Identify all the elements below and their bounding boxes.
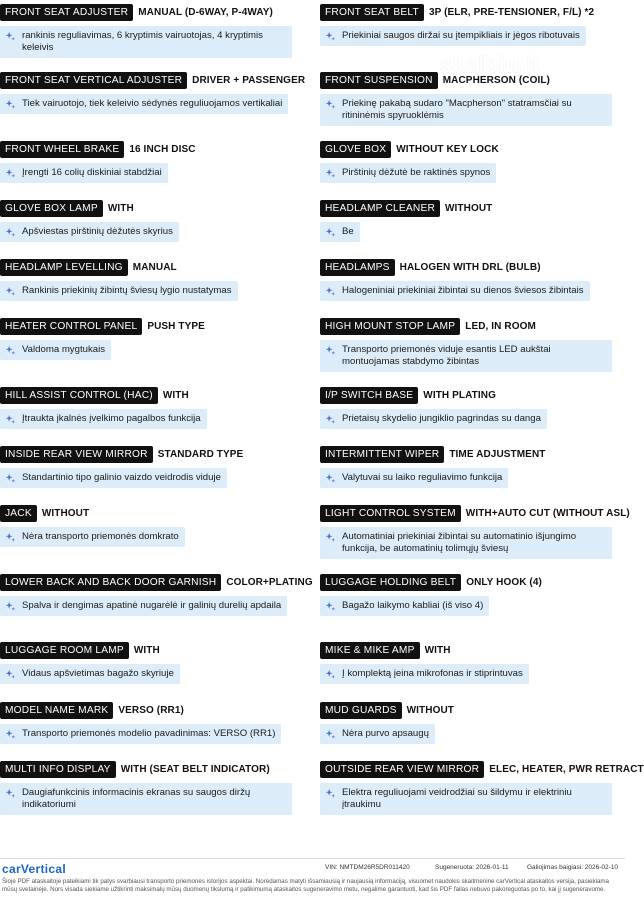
spec-value: HALOGEN WITH DRL (BULB) bbox=[399, 262, 541, 273]
spec-label: FRONT SEAT ADJUSTER bbox=[0, 4, 133, 21]
spec-description-box bbox=[320, 724, 435, 744]
spec-item bbox=[0, 445, 306, 489]
sparkle-icon bbox=[325, 669, 336, 680]
spec-value: WITHOUT bbox=[406, 705, 454, 716]
spec-label: FRONT SEAT VERTICAL ADJUSTER bbox=[0, 72, 187, 89]
spec-label: GLOVE BOX LAMP bbox=[0, 200, 103, 217]
spec-description: Priekiniai saugos diržai su įtempikliais ir jėgos ribotuvais bbox=[342, 30, 580, 41]
spec-description-box bbox=[0, 664, 180, 684]
spec-item bbox=[0, 504, 306, 548]
spec-label: FRONT SEAT BELT bbox=[320, 4, 424, 21]
spec-label: FRONT WHEEL BRAKE bbox=[0, 141, 124, 158]
sparkle-icon bbox=[325, 286, 336, 297]
spec-item bbox=[0, 317, 306, 361]
spec-description: Nėra transporto priemonės domkrato bbox=[22, 531, 179, 542]
sparkle-icon bbox=[325, 473, 336, 484]
spec-description-box bbox=[320, 596, 489, 616]
spec-value: WITHOUT bbox=[445, 203, 493, 214]
sparkle-icon bbox=[325, 729, 336, 740]
vin-number: VIN: NMTDM26R5DR011420 bbox=[325, 864, 410, 871]
sparkle-icon bbox=[5, 729, 16, 740]
spec-value: WITHOUT KEY LOCK bbox=[396, 144, 499, 155]
spec-description-box bbox=[320, 527, 612, 559]
sparkle-icon bbox=[5, 788, 16, 799]
spec-description-box bbox=[320, 26, 586, 46]
spec-description-box bbox=[0, 281, 238, 301]
spec-description-box bbox=[0, 163, 168, 183]
sparkle-icon bbox=[5, 414, 16, 425]
footer-divider bbox=[0, 858, 625, 859]
spec-description-box bbox=[320, 664, 529, 684]
spec-value: ONLY HOOK (4) bbox=[466, 577, 542, 588]
spec-description: Priekinę pakabą sudaro "Macpherson" statramsčiai su ritininėmis spyruoklėmis bbox=[342, 98, 572, 121]
spec-value: WITH bbox=[162, 390, 189, 401]
spec-item bbox=[320, 140, 626, 184]
sparkle-icon bbox=[5, 31, 16, 42]
spec-value: TIME ADJUSTMENT bbox=[449, 449, 546, 460]
spec-value: MANUAL (D-6WAY, P-4WAY) bbox=[138, 7, 273, 18]
spec-description: Transporto priemonės modelio pavadinimas: VERSO (RR1) bbox=[22, 728, 276, 739]
spec-label: LUGGAGE HOLDING BELT bbox=[320, 574, 461, 591]
spec-description: Valytuvai su laiko reguliavimo funkcija bbox=[342, 472, 503, 483]
spec-description-box bbox=[0, 409, 207, 429]
spec-description: rankinis reguliavimas, 6 kryptimis vairuotojas, 4 kryptimis keleivis bbox=[22, 30, 263, 53]
spec-value: MACPHERSON (COIL) bbox=[442, 75, 550, 86]
sparkle-icon bbox=[5, 227, 16, 238]
sparkle-icon bbox=[325, 414, 336, 425]
disclaimer-text: Šioje PDF ataskaitoje pateikiami tik patys svarbiausi transporto priemonės istorijos aspektai. Norėdamas matyti išsamiausią ir naujausią informaciją, visuomet naudokis skaitmenine carVertical ataskaitos versija, pasiekiama mūsų svetainėje. Nors visada siekiame užtikrinti maksimalų mūsų duomenų tikslumą ir patikimumą ataskaitos sugeneravimo metu, negalime garantuoti, kad šis PDF failas nebuvo pakoreguotas po to, kai jį sugeneravome. bbox=[2, 878, 609, 893]
spec-label: INTERMITTENT WIPER bbox=[320, 446, 444, 463]
spec-label: FRONT SUSPENSION bbox=[320, 72, 438, 89]
spec-value: WITH+AUTO CUT (WITHOUT ASL) bbox=[465, 508, 630, 519]
spec-item bbox=[320, 701, 626, 745]
spec-label: HEADLAMP CLEANER bbox=[320, 200, 440, 217]
spec-label: HIGH MOUNT STOP LAMP bbox=[320, 318, 460, 335]
spec-item bbox=[320, 3, 626, 47]
generated-date: Sugeneruota: 2026-01-11 bbox=[435, 864, 509, 871]
sparkle-icon bbox=[325, 99, 336, 110]
sparkle-icon bbox=[325, 601, 336, 612]
watermark: skelbiu.lt bbox=[440, 52, 541, 77]
sparkle-icon bbox=[325, 31, 336, 42]
spec-description: Rankinis priekinių žibintų šviesų lygio nustatymas bbox=[22, 285, 232, 296]
spec-label: LOWER BACK AND BACK DOOR GARNISH bbox=[0, 574, 221, 591]
spec-description-box bbox=[0, 94, 288, 114]
spec-label: INSIDE REAR VIEW MIRROR bbox=[0, 446, 153, 463]
spec-label: HILL ASSIST CONTROL (HAC) bbox=[0, 387, 158, 404]
spec-description-box bbox=[320, 94, 612, 126]
spec-value: WITHOUT bbox=[41, 508, 90, 519]
spec-value: PUSH TYPE bbox=[147, 321, 205, 332]
spec-value: LED, IN ROOM bbox=[465, 321, 536, 332]
spec-value: WITH (SEAT BELT INDICATOR) bbox=[120, 764, 270, 775]
spec-description: Įrengti 16 colių diskiniai stabdžiai bbox=[22, 167, 162, 178]
spec-description-box bbox=[320, 281, 590, 301]
spec-item bbox=[0, 641, 306, 685]
spec-label: HEADLAMP LEVELLING bbox=[0, 259, 128, 276]
spec-value: STANDARD TYPE bbox=[157, 449, 244, 460]
spec-description-box bbox=[320, 409, 547, 429]
spec-description: Automatiniai priekiniai žibintai su automatinio išjungimo funkcija, be automatinių tolimųjų šviesų bbox=[342, 531, 577, 554]
spec-description: Halogeniniai priekiniai žibintai su dienos šviesos žibintais bbox=[342, 285, 584, 296]
spec-item bbox=[320, 504, 630, 559]
spec-description: Į komplektą įeina mikrofonas ir stiprintuvas bbox=[342, 668, 523, 679]
sparkle-icon bbox=[5, 345, 16, 356]
spec-value: WITH bbox=[424, 645, 451, 656]
sparkle-icon bbox=[325, 345, 336, 356]
spec-item bbox=[0, 386, 306, 430]
spec-item bbox=[0, 258, 306, 302]
sparkle-icon bbox=[5, 532, 16, 543]
spec-label: I/P SWITCH BASE bbox=[320, 387, 418, 404]
sparkle-icon bbox=[325, 788, 336, 799]
spec-description: Nėra purvo apsaugų bbox=[342, 728, 429, 739]
spec-item bbox=[0, 3, 306, 58]
spec-description: Be bbox=[342, 226, 354, 237]
spec-label: LUGGAGE ROOM LAMP bbox=[0, 642, 129, 659]
spec-description: Elektra reguliuojami veidrodžiai su šildymu ir elektriniu įtraukimu bbox=[342, 787, 572, 810]
spec-value: ELEC, HEATER, PWR RETRACT bbox=[489, 764, 644, 775]
spec-description: Bagažo laikymo kabliai (iš viso 4) bbox=[342, 600, 484, 611]
sparkle-icon bbox=[325, 168, 336, 179]
valid-until-date: Galiojimas baigiasi: 2026-02-10 bbox=[527, 864, 619, 871]
spec-description-box bbox=[0, 527, 185, 547]
sparkle-icon bbox=[325, 532, 336, 543]
spec-label: MUD GUARDS bbox=[320, 702, 402, 719]
sparkle-icon bbox=[5, 99, 16, 110]
spec-description-box bbox=[0, 596, 287, 616]
spec-label: HEADLAMPS bbox=[320, 259, 395, 276]
sparkle-icon bbox=[5, 473, 16, 484]
spec-value: WITH bbox=[133, 645, 160, 656]
spec-description: Pirštinių dėžutė be raktinės spynos bbox=[342, 167, 491, 178]
spec-value: 16 INCH DISC bbox=[129, 144, 196, 155]
spec-label: MIKE & MIKE AMP bbox=[320, 642, 420, 659]
spec-item bbox=[320, 71, 626, 126]
spec-value: VERSO (RR1) bbox=[118, 705, 184, 716]
spec-item bbox=[320, 199, 626, 243]
spec-item bbox=[0, 701, 306, 745]
sparkle-icon bbox=[5, 601, 16, 612]
spec-item bbox=[0, 760, 306, 815]
spec-label: MODEL NAME MARK bbox=[0, 702, 113, 719]
spec-item bbox=[0, 140, 306, 184]
spec-description-box bbox=[0, 724, 281, 744]
spec-description-box bbox=[0, 783, 292, 815]
brand-logo: carVertical bbox=[2, 862, 67, 876]
spec-description: Vidaus apšvietimas bagažo skyriuje bbox=[22, 668, 174, 679]
spec-description: Valdoma mygtukais bbox=[22, 344, 106, 355]
spec-label: MULTI INFO DISPLAY bbox=[0, 761, 116, 778]
spec-description-box bbox=[0, 340, 111, 360]
spec-description: Spalva ir dengimas apatinė nugarėlė ir galinių durelių apdaila bbox=[22, 600, 282, 611]
spec-description-box bbox=[320, 163, 496, 183]
spec-label: OUTSIDE REAR VIEW MIRROR bbox=[320, 761, 484, 778]
spec-label: HEATER CONTROL PANEL bbox=[0, 318, 142, 335]
spec-item bbox=[320, 641, 626, 685]
spec-value: WITH bbox=[107, 203, 134, 214]
spec-label: GLOVE BOX bbox=[320, 141, 391, 158]
spec-item bbox=[320, 760, 644, 815]
spec-label: LIGHT CONTROL SYSTEM bbox=[320, 505, 461, 522]
spec-description: Daugiafunkcinis informacinis ekranas su saugos diržų indikatoriumi bbox=[22, 787, 251, 810]
sparkle-icon bbox=[5, 286, 16, 297]
spec-description-box bbox=[0, 468, 227, 488]
sparkle-icon bbox=[5, 669, 16, 680]
spec-item bbox=[320, 317, 626, 372]
spec-description-box bbox=[320, 783, 612, 815]
spec-description: Transporto priemonės viduje esantis LED aukštai montuojamas stabdymo žibintas bbox=[342, 344, 551, 367]
spec-item bbox=[320, 573, 626, 617]
spec-description-box bbox=[320, 222, 360, 242]
spec-item bbox=[320, 445, 626, 489]
spec-value: WITH PLATING bbox=[423, 390, 496, 401]
spec-description-box bbox=[320, 468, 508, 488]
spec-description: Apšviestas pirštinių dėžutės skyrius bbox=[22, 226, 173, 237]
spec-description: Įtraukta įkalnės įvelkimo pagalbos funkcija bbox=[22, 413, 201, 424]
spec-item bbox=[320, 258, 626, 302]
spec-item bbox=[0, 573, 313, 617]
spec-description: Tiek vairuotojo, tiek keleivio sėdynės reguliuojamos vertikaliai bbox=[22, 98, 283, 109]
spec-item bbox=[0, 71, 306, 115]
spec-item bbox=[320, 386, 626, 430]
spec-description-box bbox=[320, 340, 612, 372]
spec-value: 3P (ELR, PRE-TENSIONER, F/L) *2 bbox=[428, 7, 595, 18]
spec-description: Standartinio tipo galinio vaizdo veidrodis viduje bbox=[22, 472, 221, 483]
spec-description-box bbox=[0, 26, 292, 58]
spec-value: COLOR+PLATING bbox=[226, 577, 313, 588]
sparkle-icon bbox=[5, 168, 16, 179]
spec-value: DRIVER + PASSENGER bbox=[192, 75, 306, 86]
spec-item bbox=[0, 199, 306, 243]
spec-label: JACK bbox=[0, 505, 37, 522]
spec-description: Prietaisų skydelio jungiklio pagrindas su danga bbox=[342, 413, 541, 424]
sparkle-icon bbox=[325, 227, 336, 238]
spec-description-box bbox=[0, 222, 179, 242]
spec-value: MANUAL bbox=[132, 262, 177, 273]
